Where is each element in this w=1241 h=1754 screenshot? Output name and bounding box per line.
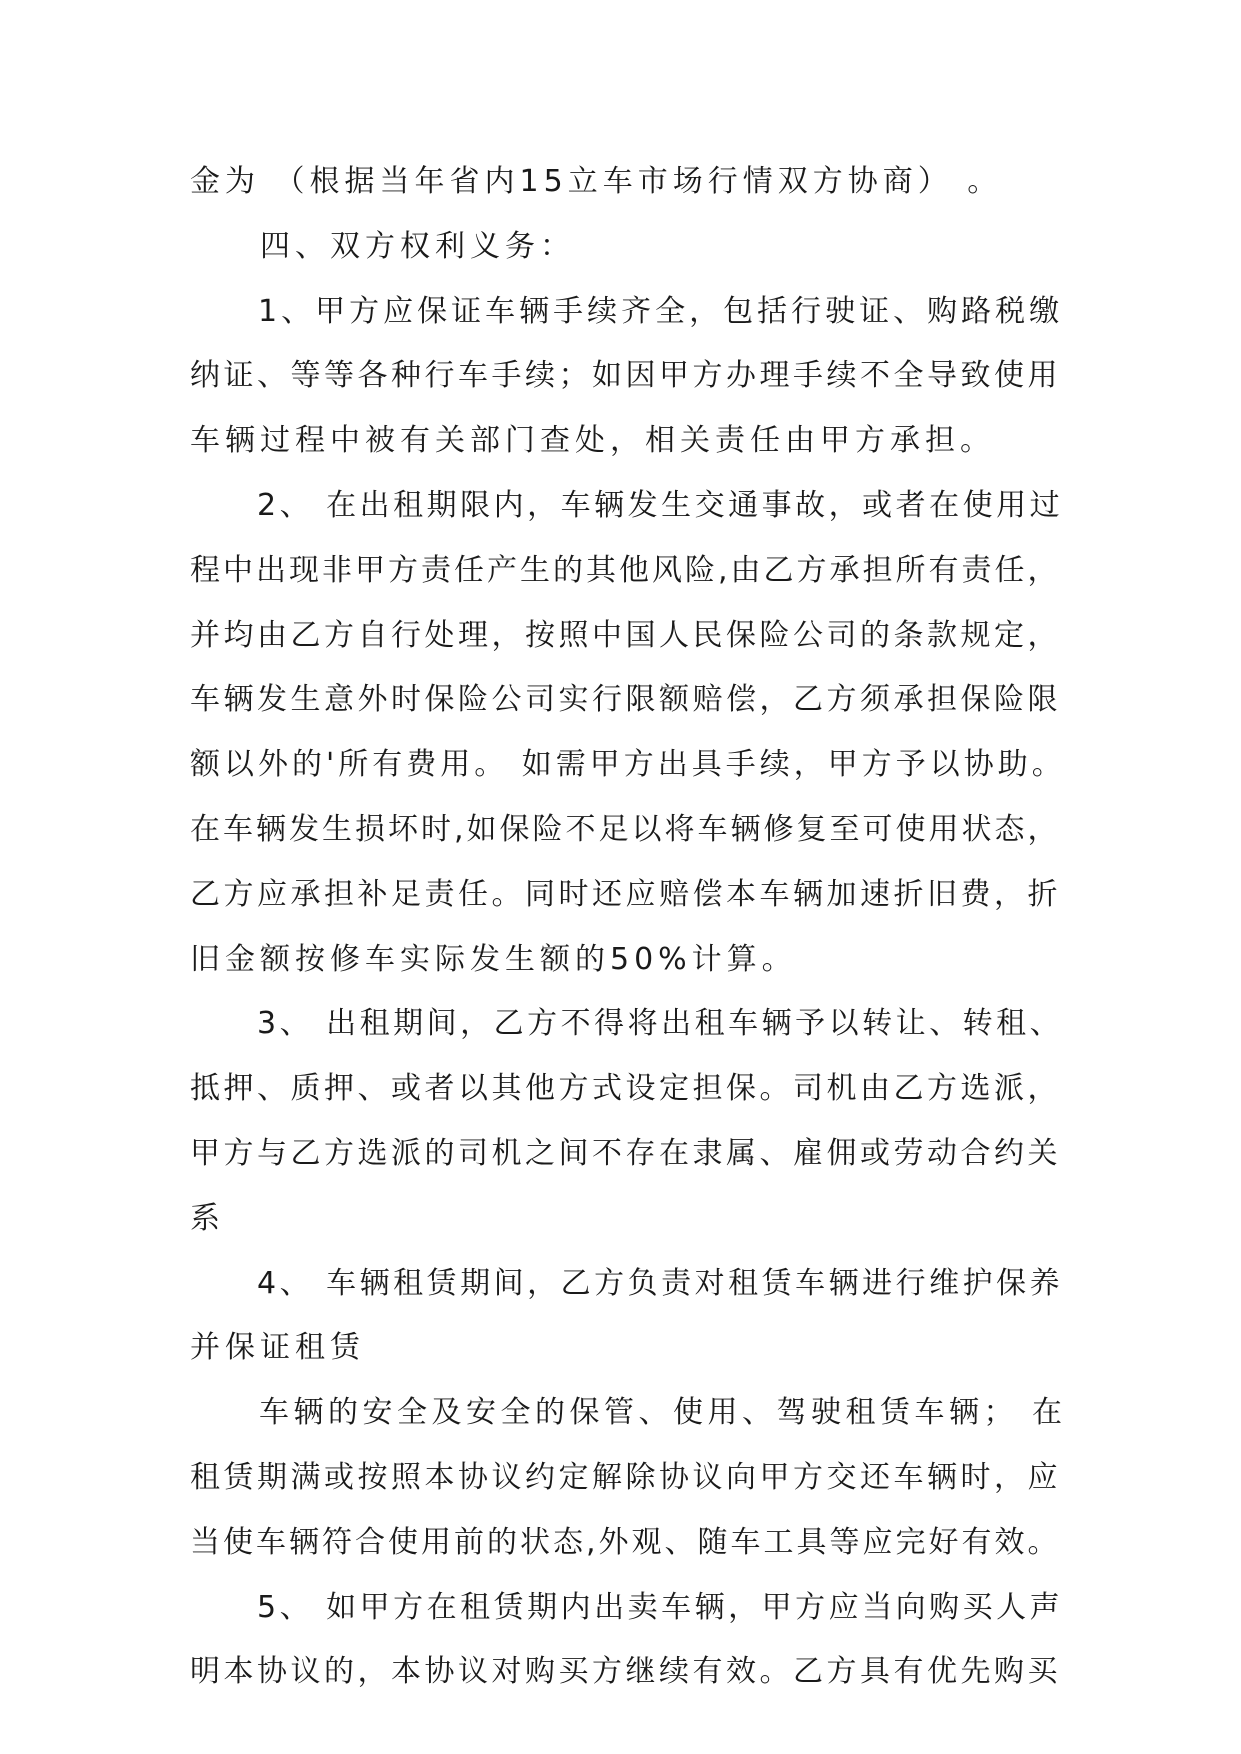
text-line: 金为 （根据当年省内15立车市场行情双方协商） 。 bbox=[190, 164, 1003, 199]
text-line: 车辆发生意外时保险公司实行限额赔偿，乙方须承担保险限 bbox=[190, 682, 1061, 718]
document-body bbox=[190, 150, 1070, 1705]
text-line: 程中出现非甲方责任产生的其他风险,由乙方承担所有责任， bbox=[190, 552, 1061, 588]
text-line: 5、 如甲方在租赁期内出卖车辆，甲方应当向购买人声 bbox=[190, 1589, 1064, 1625]
text-line: 额以外的'所有费用。 如需甲方出具手续，甲方予以协助。 bbox=[190, 747, 1066, 783]
text-line: 1、甲方应保证车辆手续齐全，包括行驶证、购路税缴 bbox=[190, 293, 1064, 329]
section-heading: 四、双方权利义务： bbox=[190, 228, 575, 264]
text-line: 当使车辆符合使用前的状态,外观、随车工具等应完好有效。 bbox=[190, 1524, 1061, 1560]
text-line: 系 bbox=[190, 1200, 225, 1236]
text-line: 车辆的安全及安全的保管、使用、驾驶租赁车辆； 在 bbox=[190, 1395, 1067, 1431]
text-line: 甲方与乙方选派的司机之间不存在隶属、雇佣或劳动合约关 bbox=[190, 1135, 1061, 1171]
text-line: 2、 在出租期限内，车辆发生交通事故，或者在使用过 bbox=[190, 487, 1064, 523]
text-line: 并均由乙方自行处理，按照中国人民保险公司的条款规定， bbox=[190, 617, 1061, 653]
text-line: 租赁期满或按照本协议约定解除协议向甲方交还车辆时，应 bbox=[190, 1459, 1061, 1495]
text-line: 在车辆发生损坏时,如保险不足以将车辆修复至可使用状态， bbox=[190, 811, 1061, 847]
text-line: 旧金额按修车实际发生额的50%计算。 bbox=[190, 941, 797, 977]
text-line: 纳证、等等各种行车手续；如因甲方办理手续不全导致使用 bbox=[190, 358, 1061, 394]
text-line: 并保证租赁 bbox=[190, 1330, 365, 1366]
text-line: 乙方应承担补足责任。同时还应赔偿本车辆加速折旧费，折 bbox=[190, 876, 1061, 912]
text-line: 车辆过程中被有关部门查处，相关责任由甲方承担。 bbox=[190, 423, 995, 459]
text-line: 明本协议的，本协议对购买方继续有效。乙方具有优先购买 bbox=[190, 1654, 1061, 1690]
text-line: 4、 车辆租赁期间，乙方负责对租赁车辆进行维护保养 bbox=[190, 1265, 1064, 1301]
text-line: 3、 出租期间，乙方不得将出租车辆予以转让、转租、 bbox=[190, 1006, 1064, 1042]
text-line: 抵押、质押、或者以其他方式设定担保。司机由乙方选派， bbox=[190, 1071, 1061, 1107]
